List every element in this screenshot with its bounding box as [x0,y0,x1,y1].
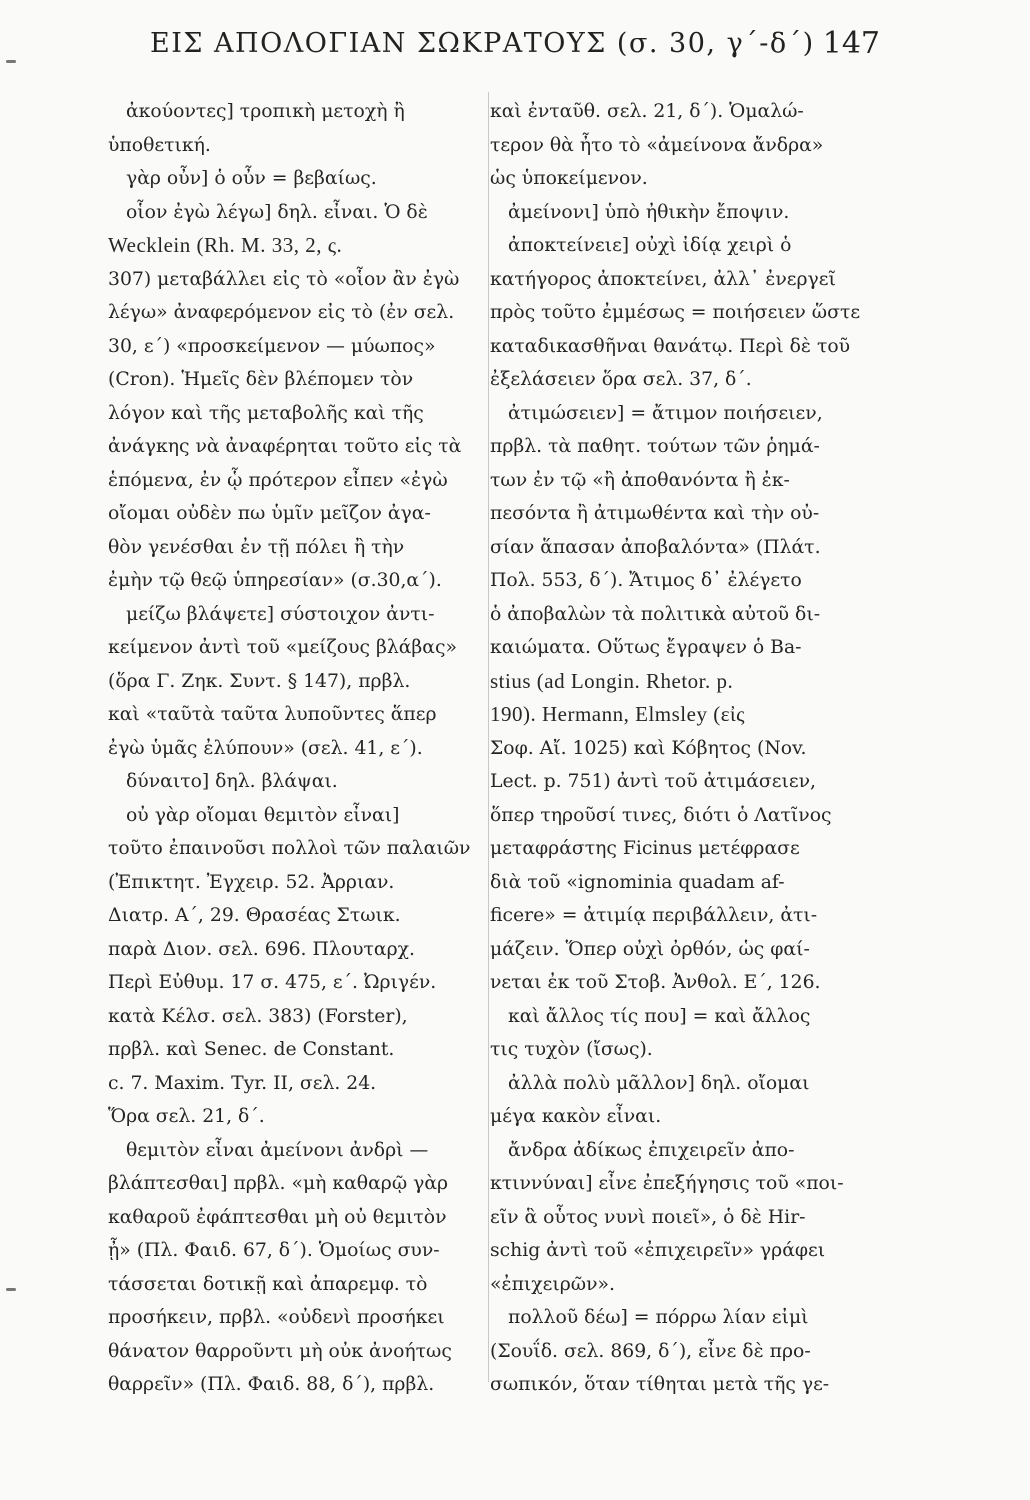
text-line: οἴομαι οὐδὲν πω ὑμῖν μεῖζον ἀγα- [108,503,431,524]
text-line: οὐ γὰρ οἴομαι θεμιτὸν εἶναι] [126,804,400,826]
text-line: πρβλ. καὶ Senec. de Constant. [108,1039,395,1060]
text-line: schig ἀντὶ τοῦ «ἐπιχειρεῖν» γράφει [490,1240,826,1261]
text-line: διὰ τοῦ «ignominia quadam af- [490,871,785,893]
text-line: τερον θὰ ἦτο τὸ «ἀμείνονα ἄνδρα» [490,134,824,156]
text-line: Σοφ. Αἴ. 1025) καὶ Κόβητος (Nov. [490,737,807,759]
text-line: μείζω βλάψετε] σύστοιχον ἀντι- [126,603,435,625]
text-line: Περὶ Εὐθυμ. 17 σ. 475, ε΄. Ὠριγέν. [108,972,437,993]
text-line: πρβλ. τὰ παθητ. τούτων τῶν ῥημά- [490,436,820,457]
text-line: ἐμὴν τῷ θεῷ ὑπηρεσίαν» (σ.30,α΄). [108,570,442,591]
text-line: εῖν ἃ οὗτος νυνὶ ποιεῖ», ὁ δὲ Hir- [490,1206,806,1228]
text-line: μεταφράστης Ficinus μετέφρασε [490,838,800,859]
text-line: γὰρ οὖν] ὁ οὖν = βεβαίως. [126,168,377,189]
text-line: κείμενον ἀντὶ τοῦ «μείζους βλάβας» [108,637,457,658]
text-line: ἀποκτείνειε] οὐχὶ ἰδίᾳ χειρὶ ὁ [508,235,792,256]
text-line: ᾖ» (Πλ. Φαιδ. 67, δ΄). Ὁμοίως συν- [108,1240,440,1261]
text-line: νεται ἐκ τοῦ Στοβ. Ἀνθολ. Ε΄, 126. [490,972,821,993]
running-head: ΕΙΣ ΑΠΟΛΟΓΙΑΝ ΣΩΚΡΑΤΟΥΣ (σ. 30, γ΄-δ΄) [150,28,815,59]
text-line: (Σουΐδ. σελ. 869, δ΄), εἶνε δὲ προ- [490,1340,811,1362]
text-line: προσήκειν, πρβλ. «οὐδενὶ προσήκει [108,1307,445,1328]
text-line: πεσόντα ἢ ἀτιμωθέντα καὶ τὴν οὐ- [490,503,820,524]
text-line: Wecklein (Rh. M. 33, 2, ς. [108,233,343,257]
text-line: (Ἐπικτητ. Ἐγχειρ. 52. Ἀρριαν. [108,871,395,893]
text-line: Lect. p. 751) ἀντὶ τοῦ ἀτιμάσειεν, [490,771,816,792]
text-line: (ὅρα Γ. Ζηκ. Συντ. § 147), πρβλ. [108,670,411,692]
text-line: λέγω» ἀναφερόμενον εἰς τὸ (ἐν σελ. [108,302,455,323]
text-line: ἑπόμενα, ἐν ᾧ πρότερον εἶπεν «ἐγὼ [108,469,448,491]
text-line: θεμιτὸν εἶναι ἀμείνονι ἀνδρὶ — [126,1139,429,1161]
text-line: ἐξελάσειεν ὅρα σελ. 37, δ΄. [490,369,752,390]
text-line: 307) μεταβάλλει εἰς τὸ «οἷον ἂν ἐγὼ [108,268,460,290]
text-line: θὸν γενέσθαι ἐν τῇ πόλει ἢ τὴν [108,536,405,558]
text-line: οἷον ἐγὼ λέγω] δηλ. εἶναι. Ὁ δὲ [126,201,428,223]
text-line: δύναιτο] δηλ. βλάψαι. [126,771,338,792]
text-line: (Cron). Ἡμεῖς δὲν βλέπομεν τὸν [108,369,414,390]
text-line: ὅπερ τηροῦσί τινες, διότι ὁ Λατῖνος [490,804,832,826]
text-line: τάσσεται δοτικῇ καὶ ἀπαρεμφ. τὸ [108,1273,428,1295]
text-line: σωπικόν, ὅταν τίθηται μετὰ τῆς γε- [490,1374,830,1395]
text-line: ὡς ὑποκείμενον. [490,168,648,189]
text-line: θαρρεῖν» (Πλ. Φαιδ. 88, δ΄), πρβλ. [108,1374,435,1395]
text-line: των ἐν τῷ «ἢ ἀποθανόντα ἢ ἐκ- [490,469,790,491]
text-line: θάνατον θαρροῦντι μὴ οὐκ ἀνοήτως [108,1340,452,1362]
text-line: κατὰ Κέλσ. σελ. 383) (Forster), [108,1005,408,1027]
text-line: καὶ ἄλλος τίς που] = καὶ ἄλλος [508,1005,811,1027]
text-line: κτιννύναι] εἶνε ἐπεξήγησις τοῦ «ποι- [490,1173,844,1194]
text-line: καὶ ἐνταῦθ. σελ. 21, δ΄). Ὁμαλώ- [490,101,804,122]
text-line: c. 7. Maxim. Tyr. II, σελ. 24. [108,1072,377,1094]
text-line: τις τυχὸν (ἴσως). [490,1039,653,1060]
column-divider [488,92,489,1382]
text-line: πολλοῦ δέω] = πόρρω λίαν εἰμὶ [508,1307,809,1328]
margin-mark [6,60,16,63]
text-line: ἀτιμώσειεν] = ἄτιμον ποιήσειεν, [508,402,823,424]
text-line: Πολ. 553, δ΄). Ἄτιμος δ᾽ ἐλέγετο [490,570,802,591]
text-line: ἀλλὰ πολὺ μᾶλλον] δηλ. οἴομαι [508,1072,810,1094]
right-column [490,95,890,1402]
text-line: παρὰ Διον. σελ. 696. Πλουταρχ. [108,938,415,960]
text-line: βλάπτεσθαι] πρβλ. «μὴ καθαρῷ γὰρ [108,1173,449,1194]
text-line: Διατρ. Α΄, 29. Θρασέας Στωικ. [108,905,401,926]
text-line: ἀκούοντες] τροπικὴ μετοχὴ ἢ [126,101,405,122]
left-column [108,95,488,1402]
text-line: λόγον καὶ τῆς μεταβολῆς καὶ τῆς [108,402,424,424]
text-line: σίαν ἅπασαν ἀποβαλόντα» (Πλάτ. [490,536,821,558]
text-line: καὶ «ταῦτὰ ταῦτα λυποῦντες ἅπερ [108,704,437,725]
text-line: καταδικασθῆναι θανάτῳ. Περὶ δὲ τοῦ [490,335,851,357]
text-line: πρὸς τοῦτο ἐμμέσως = ποιήσειεν ὥστε [490,302,861,323]
text-line: μάζειν. Ὅπερ οὐχὶ ὀρθόν, ὡς φαί- [490,938,810,960]
text-line: καιώματα. Οὕτως ἔγραψεν ὁ Ba- [490,637,802,658]
text-line: κατήγορος ἀποκτείνει, ἀλλ᾽ ἐνεργεῖ [490,268,836,290]
text-line: ἀμείνονι] ὑπὸ ἠθικὴν ἔποψιν. [508,201,790,223]
text-line: 190). Hermann, Elmsley (εἰς [490,702,745,726]
text-line: ficere» = ἀτιμίᾳ περιβάλλειν, ἀτι- [490,905,818,926]
text-line: Ὅρα σελ. 21, δ΄. [108,1106,265,1127]
page-number: 147 [822,26,880,61]
text-line: τοῦτο ἐπαινοῦσι πολλοὶ τῶν παλαιῶν [108,838,471,859]
text-line: stius (ad Longin. Rhetor. p. [490,668,734,693]
text-line: 30, ε΄) «προσκείμενον — μύωπος» [108,335,436,357]
text-line: ἐγὼ ὑμᾶς ἐλύπουν» (σελ. 41, ε΄). [108,737,423,759]
text-line: μέγα κακὸν εἶναι. [490,1106,662,1127]
page-header [150,18,890,68]
margin-mark [6,1288,16,1291]
text-line: καθαροῦ ἐφάπτεσθαι μὴ οὐ θεμιτὸν [108,1206,447,1228]
text-line: «ἐπιχειρῶν». [490,1273,615,1295]
text-line: ὑποθετική. [108,134,211,156]
text-line: ἄνδρα ἀδίκως ἐπιχειρεῖν ἀπο- [508,1139,795,1161]
text-line: ἀνάγκης νὰ ἀναφέρηται τοῦτο εἰς τὰ [108,436,462,457]
text-line: ὁ ἀποβαλὼν τὰ πολιτικὰ αὐτοῦ δι- [490,603,821,625]
